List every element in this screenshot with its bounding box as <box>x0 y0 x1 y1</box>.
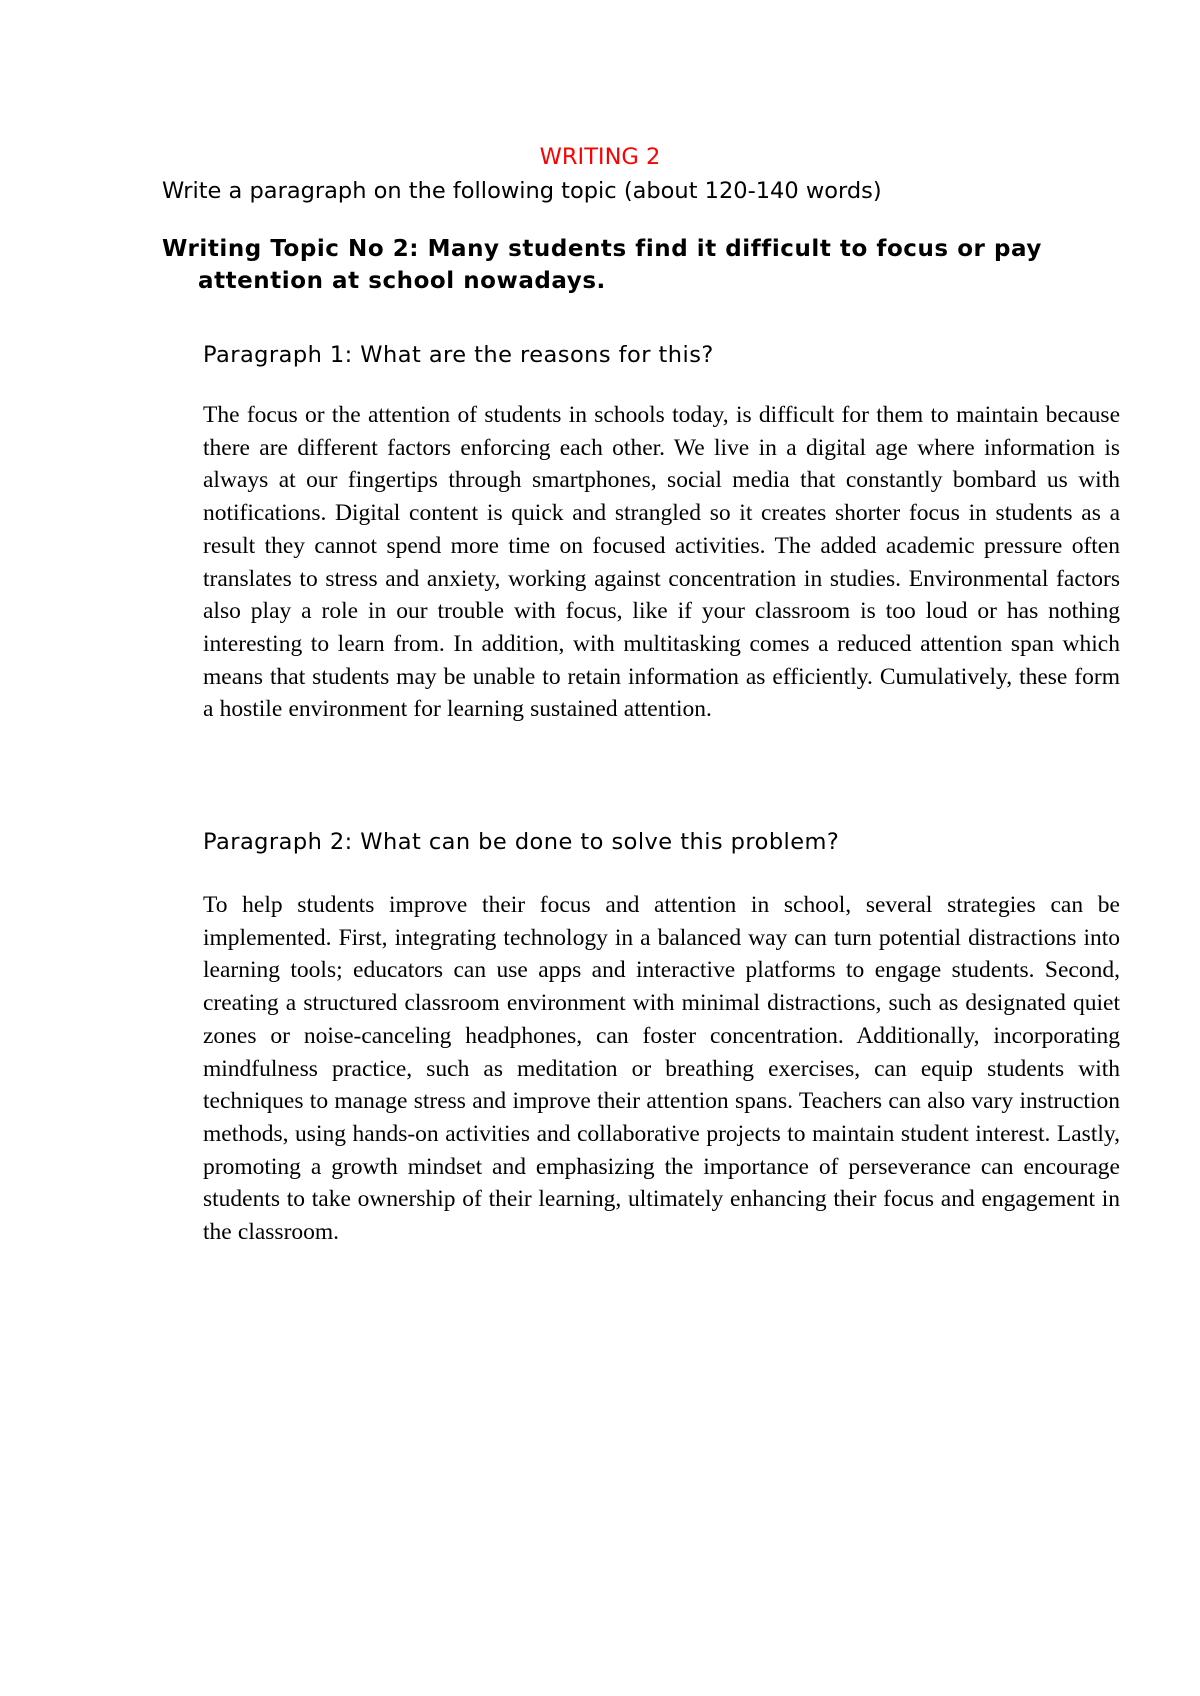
document-title: WRITING 2 <box>539 144 661 170</box>
paragraph-1-heading: Paragraph 1: What are the reasons for this? <box>203 342 714 368</box>
paragraph-1-body: The focus or the attention of students in schools today, is difficult for them to maintain because there are different factors enforcing each other. We live in a digital age where information is always at our fingertips through smartphones, social media that constantly bombard us with notifications. Digital content is quick and strangled so it creates shorter focus in students as a result they cannot spend more time on focused activities. The added academic pressure often translates to stress and anxiety, working against concentration in studies. Environmental factors also play a role in our trouble with focus, like if your classroom is too loud or has nothing interesting to learn from. In addition, with multitasking comes a reduced attention span which means that students may be unable to retain information as efficiently. Cumulatively, these form a hostile environment for learning sustained attention. <box>203 402 1120 723</box>
instruction-text: Write a paragraph on the following topic (about 120-140 words) <box>162 178 882 204</box>
paragraph-2-heading: Paragraph 2: What can be done to solve this problem? <box>203 829 840 855</box>
paragraph-2-body: To help students improve their focus and attention in school, several strategies can be implemented. First, integrating technology in a balanced way can turn potential distractions into learning tools; educators can use apps and interactive platforms to engage students. Second, creating a structured classroom environment with minimal distractions, such as designated quiet zones or noise-canceling headphones, can foster concentration. Additionally, incorporating mindfulness practice, such as meditation or breathing exercises, can equip students with techniques to manage stress and improve their attention spans. Teachers can also vary instruction methods, using hands-on activities and collaborative projects to maintain student interest. Lastly, promoting a growth mindset and emphasizing the importance of perseverance can encourage students to take ownership of their learning, ultimately enhancing their focus and engagement in the classroom. <box>203 892 1120 1246</box>
writing-topic: Writing Topic No 2: Many students find it difficult to focus or pay attention at school nowadays. <box>162 236 1042 294</box>
